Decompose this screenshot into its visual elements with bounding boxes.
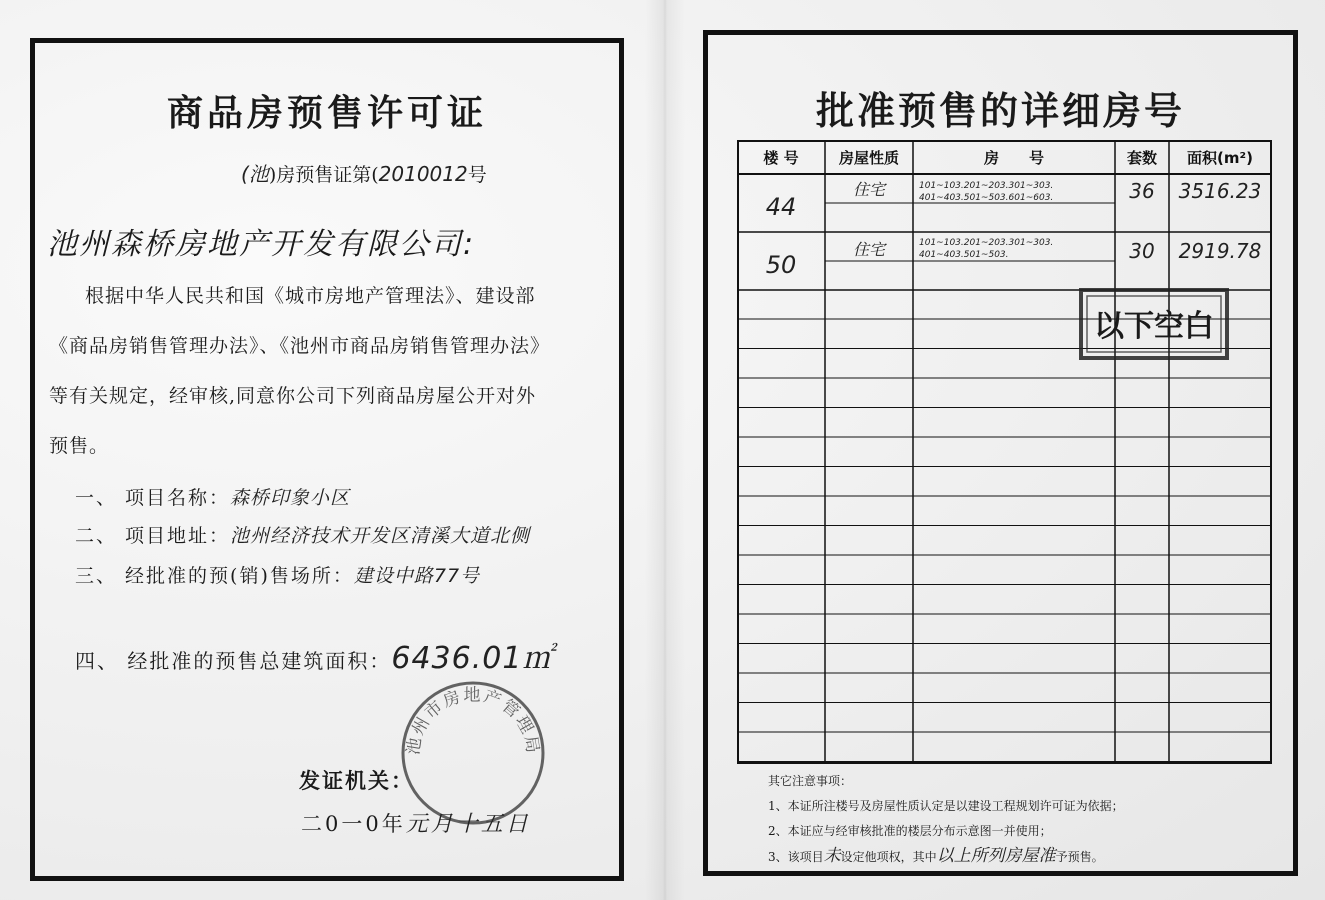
- notes-title: 其它注意事项：: [768, 774, 853, 788]
- cert-number: 2010012: [378, 162, 468, 186]
- row-units: 36: [1129, 179, 1155, 203]
- note-item: [768, 844, 1124, 870]
- room-details-panel: [703, 30, 1298, 876]
- stamp-text: 以下空白: [1094, 309, 1214, 344]
- item-label: 一、 项目名称：: [75, 487, 231, 509]
- note3-suffix: 予预售。: [1055, 850, 1104, 864]
- header-rooms: 房 号: [983, 149, 1045, 167]
- issue-date: [301, 807, 531, 838]
- date-prefix: 二0一0年: [301, 812, 406, 836]
- presale-permit-panel: [30, 38, 624, 881]
- row-rooms-line: 101~103.201~203.301~303.: [919, 181, 1054, 191]
- para-line: 根据中华人民共和国《城市房地产管理法》、建设部: [85, 285, 536, 307]
- project-address: [75, 521, 530, 548]
- permit-paragraph: [49, 271, 609, 471]
- total-area: [75, 633, 553, 677]
- sales-location: [75, 561, 480, 588]
- note-item: 1、本证所注楼号及房屋性质认定是以建设工程规划许可证为依据；: [768, 799, 1124, 813]
- row-area: 3516.23: [1178, 179, 1262, 203]
- row-units: 30: [1129, 239, 1155, 263]
- para-line: 等有关规定，经审核,同意你公司下列商品房屋公开对外: [49, 385, 537, 407]
- cert-prefix: (池: [241, 162, 269, 186]
- certificate-number: [241, 158, 487, 187]
- row-nature: 住宅: [852, 240, 886, 259]
- item-value: 森桥印象小区: [230, 487, 351, 509]
- table-border: [738, 141, 1271, 763]
- row-building: 50: [765, 251, 797, 279]
- row-area: 2919.78: [1178, 239, 1262, 263]
- area-value: 6436.01㎡: [391, 641, 554, 676]
- row-rooms-line: 401~403.501~503.: [919, 250, 1009, 260]
- header-nature: 房屋性质: [838, 149, 900, 167]
- header-units: 套数: [1126, 149, 1158, 167]
- issuing-authority-label: 发证机关：: [299, 768, 414, 793]
- blank-below-stamp: [1081, 290, 1227, 358]
- item-label: 三、 经批准的预(销)售场所：: [75, 565, 354, 587]
- date-hand: 元月十五日: [405, 812, 531, 837]
- details-title: 批准预售的详细房号: [815, 89, 1185, 133]
- cert-mid: )房预售证第(: [268, 164, 379, 186]
- company-name: 池州森桥房地产开发有限公司:: [47, 227, 476, 262]
- row-rooms-line: 101~103.201~203.301~303.: [919, 238, 1054, 248]
- header-area: 面积(m²): [1187, 149, 1253, 167]
- note3-prefix: 3、该项目: [768, 850, 824, 864]
- project-name: [75, 483, 350, 510]
- para-line: 《商品房销售管理办法》、《池州市商品房销售管理办法》: [49, 335, 551, 357]
- row-rooms-line: 401~403.501~503.601~603.: [919, 193, 1054, 203]
- other-notes: [768, 769, 1124, 870]
- area-label: 四、 经批准的预售总建筑面积：: [75, 649, 392, 673]
- note3-hand: 以上所列房屋准: [936, 846, 1056, 866]
- para-line: 预售。: [49, 435, 110, 457]
- item-value: 池州经济技术开发区清溪大道北侧: [230, 525, 531, 547]
- item-value: 建设中路77号: [353, 565, 481, 587]
- row-nature: 住宅: [852, 180, 886, 199]
- svg-text:池州市房地产管理局: [403, 686, 542, 757]
- note3-hand: 未: [823, 846, 841, 866]
- seal-text: 池州市房地产管理局: [403, 685, 543, 757]
- note-item: 2、本证应与经审核批准的楼层分布示意图一并使用；: [768, 824, 1052, 838]
- permit-title: 商品房预售许可证: [166, 93, 487, 134]
- note3-mid: 设定他项权，其中: [840, 850, 937, 864]
- room-table: [737, 140, 1272, 764]
- page-fold: [645, 0, 685, 900]
- row-building: 44: [765, 193, 797, 221]
- item-label: 二、 项目地址：: [75, 525, 231, 547]
- official-seal: [399, 679, 547, 827]
- header-building: 楼 号: [763, 149, 799, 167]
- cert-suffix: 号: [467, 164, 487, 186]
